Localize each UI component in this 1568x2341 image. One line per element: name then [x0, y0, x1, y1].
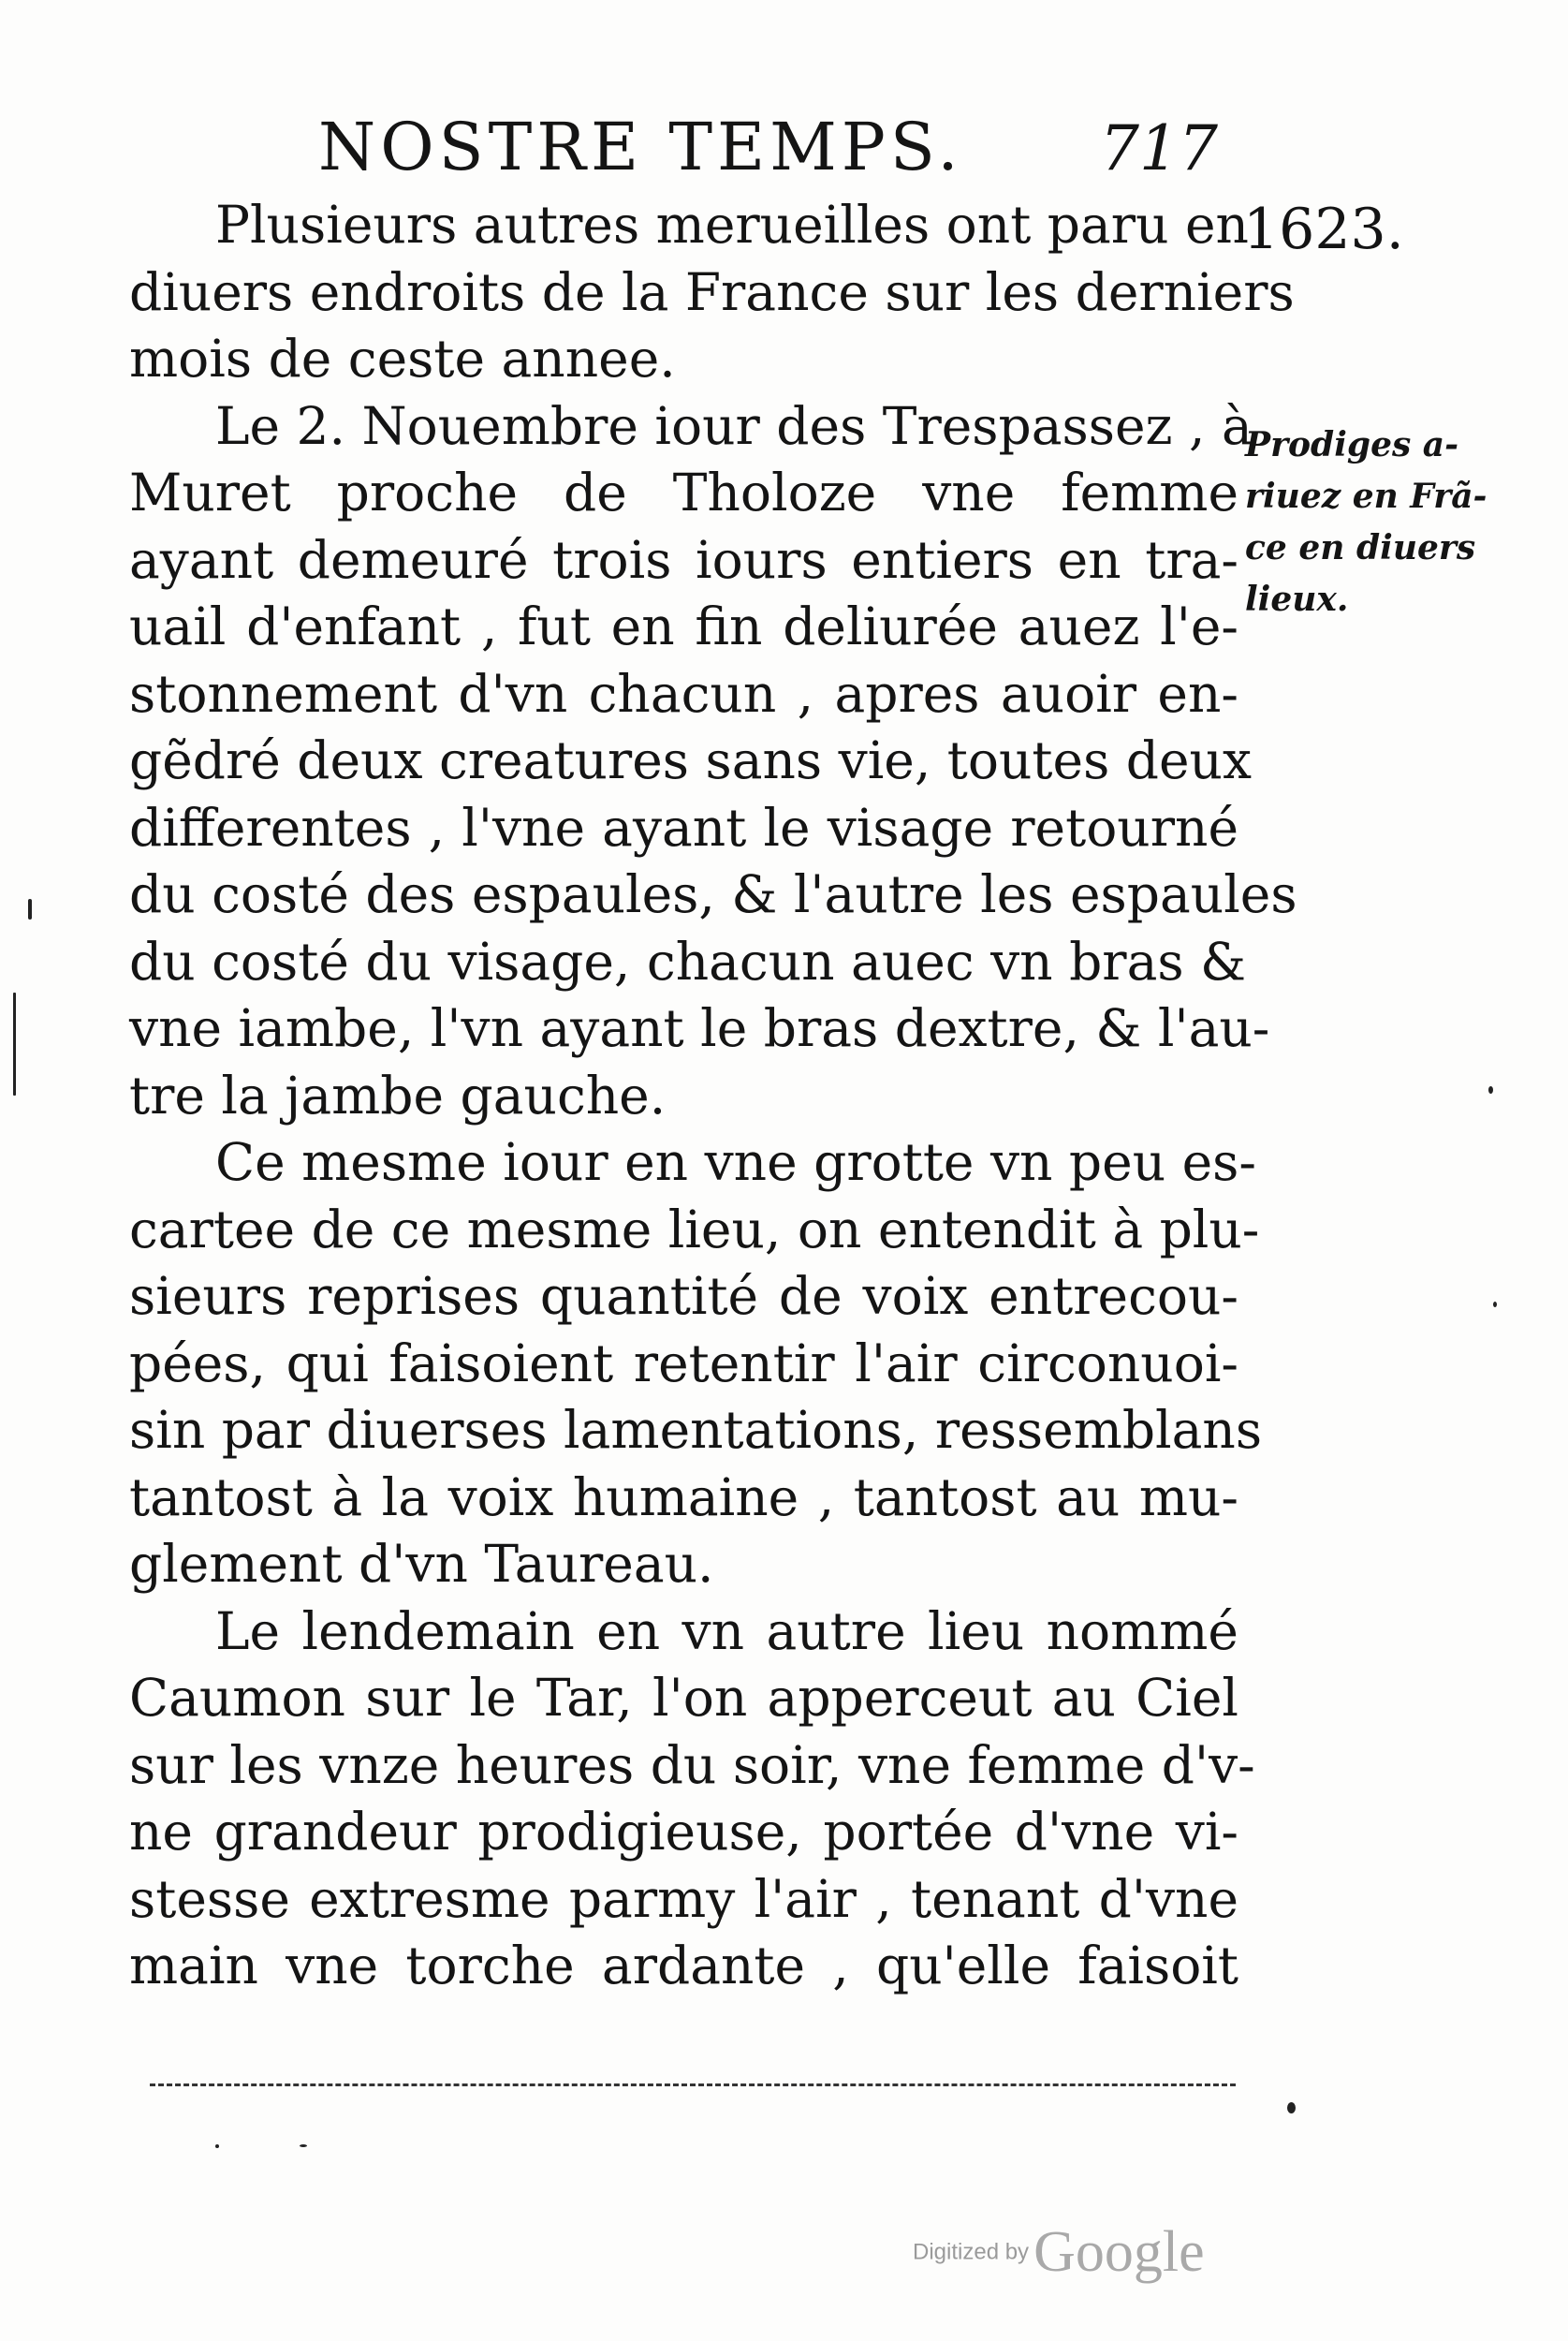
text-line-7: uail d'enfant , fut en fin deliurée auez l'e-: [129, 596, 1238, 656]
footer-rule: [150, 2083, 1236, 2086]
text-line-16: cartee de ce mesme lieu, on entendit à plu-: [129, 1199, 1260, 1259]
text-line-8: stonnement d'vn chacun , apres auoir en-: [129, 663, 1238, 724]
text-line-6: ayant demeuré trois iours entiers en tra-: [129, 529, 1238, 590]
text-line-15: Ce mesme iour en vne grotte vn peu es-: [215, 1132, 1256, 1192]
ink-speck: [1493, 1302, 1497, 1307]
ink-speck: [1287, 2102, 1296, 2113]
text-line-12: du costé du visage, chacun auec vn bras &: [129, 931, 1247, 992]
ink-speck: [13, 993, 16, 1096]
ink-speck: [300, 2144, 307, 2147]
text-line-26: stesse extresme parmy l'air , tenant d'vne: [129, 1868, 1238, 1929]
text-line-17: sieurs reprises quantité de voix entrecou-: [129, 1266, 1238, 1326]
text-line-3: mois de ceste annee.: [129, 329, 676, 389]
text-line-9: gẽdré deux creatures sans vie, toutes deux: [129, 730, 1252, 790]
text-line-2: diuers endroits de la France sur les derniers: [129, 261, 1295, 322]
digitized-by-text: Digitized by: [913, 2239, 1030, 2265]
margin-year: 1623.: [1243, 197, 1404, 262]
text-line-11: du costé des espaules, & l'autre les espaules: [129, 864, 1297, 924]
margin-note-line-1: Prodiges a-: [1245, 425, 1459, 464]
text-line-24: sur les vnze heures du soir, vne femme d'v-: [129, 1734, 1255, 1795]
text-line-5: Muret proche de Tholoze vne femme: [129, 463, 1238, 523]
text-line-14: tre la jambe gauche.: [129, 1065, 667, 1126]
margin-note-line-3: ce en diuers: [1245, 528, 1476, 567]
ink-speck: [1488, 1086, 1493, 1094]
text-line-20: tantost à la voix humaine , tantost au mu-: [129, 1466, 1238, 1527]
text-line-10: differentes , l'vne ayant le visage retourné: [129, 797, 1238, 858]
text-line-1: Plusieurs autres merueilles ont paru en: [215, 195, 1249, 255]
margin-note-line-4: lieux.: [1245, 580, 1349, 619]
text-line-27: main vne torche ardante , qu'elle faisoit: [129, 1936, 1238, 1995]
page-number: 717: [1100, 112, 1218, 184]
digitized-by-google-watermark: [913, 2219, 1287, 2294]
margin-note-line-2: riuez en Frã-: [1245, 477, 1487, 516]
text-line-4: Le 2. Nouembre iour des Trespassez , à: [215, 395, 1253, 456]
text-line-18: pées, qui faisoient retentir l'air circonuoi-: [129, 1332, 1238, 1393]
ink-speck: [28, 899, 32, 920]
text-line-13: vne iambe, l'vn ayant le bras dextre, & l'au-: [129, 998, 1270, 1058]
text-line-23: Caumon sur le Tar, l'on apperceut au Ciel: [129, 1668, 1238, 1728]
ink-speck: [215, 2144, 219, 2148]
text-line-22: Le lendemain en vn autre lieu nommé: [215, 1600, 1238, 1661]
running-title: NOSTRE TEMPS.: [318, 109, 963, 185]
google-logo: Google: [1033, 2220, 1205, 2284]
margin-note: [1245, 420, 1517, 626]
text-line-19: sin par diuerses lamentations, ressemblans: [129, 1400, 1263, 1460]
text-line-25: ne grandeur prodigieuse, portée d'vne vi-: [129, 1802, 1238, 1862]
running-head: [318, 105, 1254, 189]
text-line-21: glement d'vn Taureau.: [129, 1534, 714, 1594]
